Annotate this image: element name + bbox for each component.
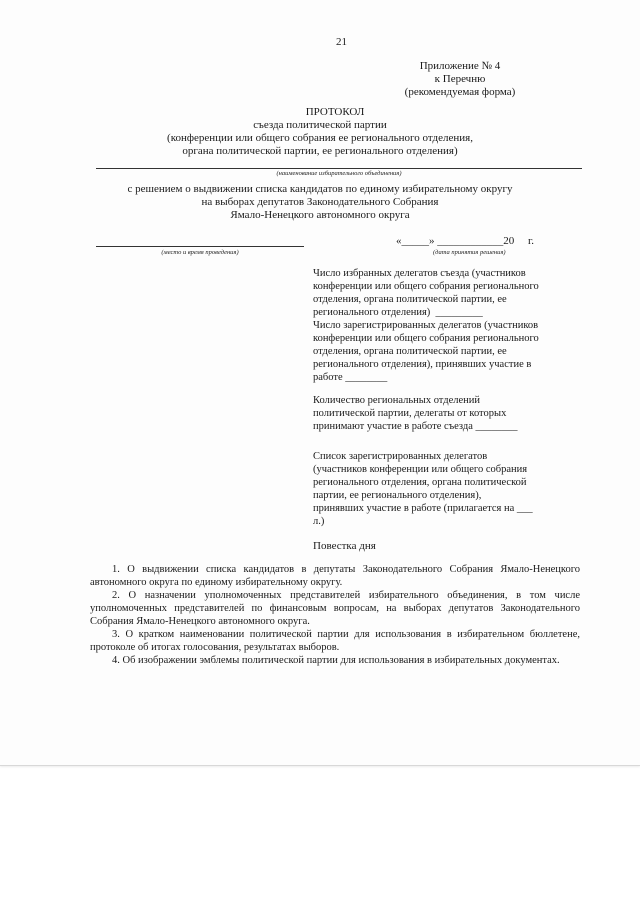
place-time-caption: (место и время проведения) xyxy=(161,249,239,256)
stats-line: Число зарегистрированных делегатов (участников xyxy=(313,320,539,331)
decision-date-caption: (дата принятия решения) xyxy=(433,249,506,256)
protocol-title: ПРОТОКОЛ xyxy=(305,106,365,118)
stats-line: партии, ее регионального отделения), xyxy=(313,490,482,501)
stats-line: отделения, органа политической партии, ее xyxy=(313,346,507,357)
appendix-header xyxy=(380,60,540,99)
stats-line: отделения, органа политической партии, ее xyxy=(313,294,507,305)
stats-line: Число избранных делегатов съезда (участников xyxy=(313,268,526,279)
stats-line: работе ________ xyxy=(313,372,388,383)
stats-line: конференции или общего собрания регионального xyxy=(313,333,539,344)
stats-line: регионального отделения), принявших участие в xyxy=(313,359,532,370)
protocol-line: (конференции или общего собрания ее регионального отделения, xyxy=(167,132,473,144)
appendix-line: Приложение № 4 xyxy=(419,60,501,72)
stats-line: Количество региональных отделений xyxy=(313,395,481,406)
protocol-heading xyxy=(120,106,520,158)
delegates-block xyxy=(313,267,539,384)
stats-line: регионального отделения, органа политической xyxy=(313,477,527,488)
decision-heading xyxy=(70,183,570,222)
place-time-line xyxy=(96,246,304,247)
stats-line: Список зарегистрированных делегатов xyxy=(313,451,488,462)
agenda-item: 2. О назначении уполномоченных представителей избирательного объединения, в том числе уполномоченных представителей по финансовым вопросам, на выборах депутатов Законодательного Собрания Ямало-Ненецкого автономного округа. xyxy=(90,590,580,627)
agenda-item: 4. Об изображении эмблемы политической партии для использования в избирательных документах. xyxy=(112,655,560,666)
protocol-line: органа политической партии, ее регионального отделения) xyxy=(182,145,458,157)
decision-line: с решением о выдвижении списка кандидатов по единому избирательному округу xyxy=(127,183,513,195)
page-number: 21 xyxy=(336,36,347,48)
appendix-line: к Перечню xyxy=(434,73,486,85)
stats-line: л.) xyxy=(313,516,325,527)
stats-line: принимают участие в работе съезда ________ xyxy=(313,421,518,432)
stats-line: конференции или общего собрания регионального xyxy=(313,281,539,292)
agenda-item: 1. О выдвижении списка кандидатов в депутаты Законодательного Собрания Ямало-Ненецкого автономного округа по единому избирательному округу. xyxy=(90,564,580,588)
agenda-title: Повестка дня xyxy=(313,540,376,552)
regional-branches-block xyxy=(313,394,518,433)
agenda-item: 3. О кратком наименовании политической партии для использования в избирательном бюллетене, протоколе об итогах голосования, результатах выборов. xyxy=(90,629,580,653)
stats-line: политической партии, делегаты от которых xyxy=(313,408,507,419)
appendix-line: (рекомендуемая форма) xyxy=(404,86,516,98)
stats-line: (участников конференции или общего собрания xyxy=(313,464,528,475)
protocol-line: съезда политической партии xyxy=(253,119,387,131)
registered-delegates-block xyxy=(313,450,533,528)
decision-date-field: «_____» ____________20 г. xyxy=(396,235,535,247)
decision-line: на выборах депутатов Законодательного Собрания xyxy=(201,196,439,208)
decision-line: Ямало-Ненецкого автономного округа xyxy=(230,209,410,221)
association-name-line xyxy=(96,168,582,169)
association-name-caption: (наименование избирательного объединения) xyxy=(276,170,402,177)
agenda-list xyxy=(90,563,580,667)
stats-line: регионального отделения) _________ xyxy=(313,307,483,318)
stats-line: принявших участие в работе (прилагается на ___ xyxy=(313,503,533,514)
